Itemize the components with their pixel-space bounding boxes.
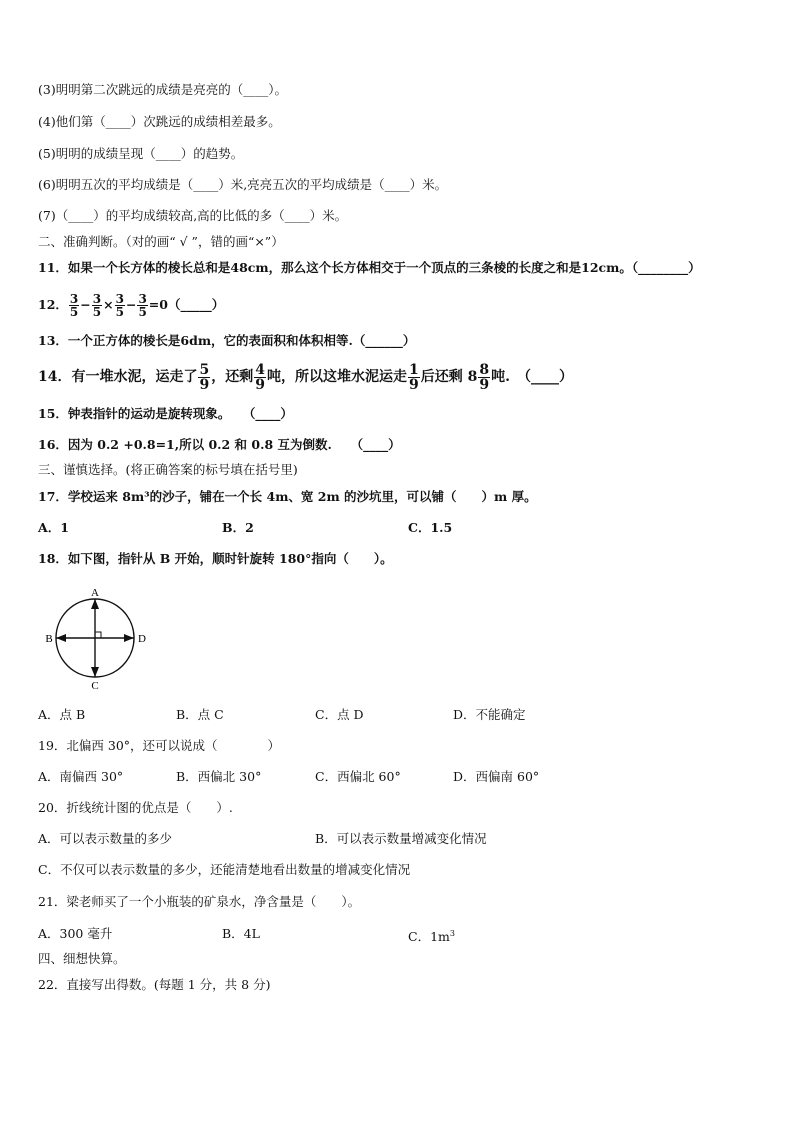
question-3: (3)明明第二次跳远的成绩是亮亮的（____）。	[38, 82, 287, 97]
q20-option-b: B．可以表示数量增减变化情况	[315, 831, 487, 846]
section-4-heading: 四、细想快算。	[38, 951, 126, 966]
compass-label-b: B	[45, 633, 53, 645]
operator: ×	[103, 297, 114, 312]
question-14	[38, 358, 573, 396]
question-15: 15．钟表指针的运动是旋转现象。 （____）	[38, 406, 293, 421]
q14-text: 吨. （____）	[491, 369, 573, 385]
question-17-stem: 17．学校运来 8m³的沙子，铺在一个长 4m、宽 2m 的沙坑里，可以铺（ ）m 厚。	[38, 489, 537, 504]
q18-option-b: B．点 C	[176, 707, 224, 722]
question-13: 13．一个正方体的棱长是6dm，它的表面积和体积相等.（______）	[38, 333, 416, 348]
q19-option-a: A．南偏西 30°	[38, 769, 124, 784]
q17-option-c: C．1.5	[408, 520, 453, 535]
fraction: $\frac{3}{5}$	[115, 291, 124, 319]
question-12	[38, 287, 224, 323]
q19-option-d: D．西偏南 60°	[453, 769, 540, 784]
section-2-heading: 二、准确判断。（对的画“ √ ”，错的画“×”）	[38, 234, 284, 249]
fraction: $\frac{1}{9}$	[408, 361, 419, 393]
question-7: (7)（____）的平均成绩较高,高的比低的多（____）米。	[38, 208, 348, 223]
question-22: 22．直接写出得数。(每题 1 分，共 8 分)	[38, 977, 271, 992]
q14-text: 吨，所以这堆水泥运走	[266, 369, 407, 385]
q14-text: 后还剩 8	[420, 369, 478, 385]
question-21-stem: 21．梁老师买了一个小瓶装的矿泉水，净含量是（ ）。	[38, 894, 361, 909]
question-19-stem: 19．北偏西 30°，还可以说成（ ）	[38, 738, 281, 753]
question-18-stem: 18．如下图，指针从 B 开始，顺时针旋转 180°指向（ ）。	[38, 551, 393, 566]
question-6: (6)明明五次的平均成绩是（____）米,亮亮五次的平均成绩是（____）米。	[38, 177, 448, 192]
q20-option-c: C．不仅可以表示数量的多少，还能清楚地看出数量的增减变化情况	[38, 862, 411, 877]
q19-option-b: B．西偏北 30°	[176, 769, 262, 784]
compass-label-d: D	[138, 633, 146, 645]
fraction: $\frac{4}{9}$	[255, 361, 265, 393]
q18-option-d: D．不能确定	[453, 707, 526, 722]
compass-label-a: A	[91, 587, 99, 599]
question-5: (5)明明的成绩呈现（____）的趋势。	[38, 146, 244, 161]
q17-option-b: B．2	[222, 520, 254, 535]
fraction: $\frac{3}{5}$	[138, 291, 147, 319]
compass-label-c: C	[91, 680, 99, 692]
operator: −	[125, 297, 137, 312]
q21-option-a: A．300 毫升	[38, 926, 113, 941]
q18-option-c: C．点 D	[315, 707, 364, 722]
q12-label: 12．	[38, 297, 68, 312]
q14-text: ，还剩	[211, 369, 254, 385]
section-3-heading: 三、谨慎选择。(将正确答案的标号填在括号里)	[38, 462, 298, 477]
q21-option-c: C．$1m^3$	[408, 929, 455, 945]
question-11: 11．如果一个长方体的棱长总和是48cm，那么这个长方体相交于一个顶点的三条棱的长度之和是12cm。（________）	[38, 260, 701, 275]
q12-tail: =0（_____）	[148, 297, 225, 312]
question-4: (4)他们第（____）次跳远的成绩相差最多。	[38, 114, 281, 129]
q17-option-a: A．1	[38, 520, 69, 535]
q20-option-a: A．可以表示数量的多少	[38, 831, 173, 846]
question-20-stem: 20．折线统计图的优点是（ ）.	[38, 800, 233, 815]
q21-option-b: B．4L	[222, 926, 260, 941]
question-16: 16．因为 0.2 +0.8=1,所以 0.2 和 0.8 互为倒数. （____）	[38, 437, 401, 452]
compass-diagram	[40, 583, 155, 693]
q18-option-a: A．点 B	[38, 707, 86, 722]
q19-option-c: C．西偏北 60°	[315, 769, 401, 784]
fraction: $\frac{3}{5}$	[92, 291, 102, 319]
fraction: $\frac{3}{5}$	[69, 291, 79, 319]
q14-text: 14．有一堆水泥，运走了	[38, 369, 198, 385]
fraction: $\frac{8}{9}$	[479, 361, 490, 393]
fraction: $\frac{5}{9}$	[199, 361, 210, 393]
operator: −	[80, 297, 91, 312]
